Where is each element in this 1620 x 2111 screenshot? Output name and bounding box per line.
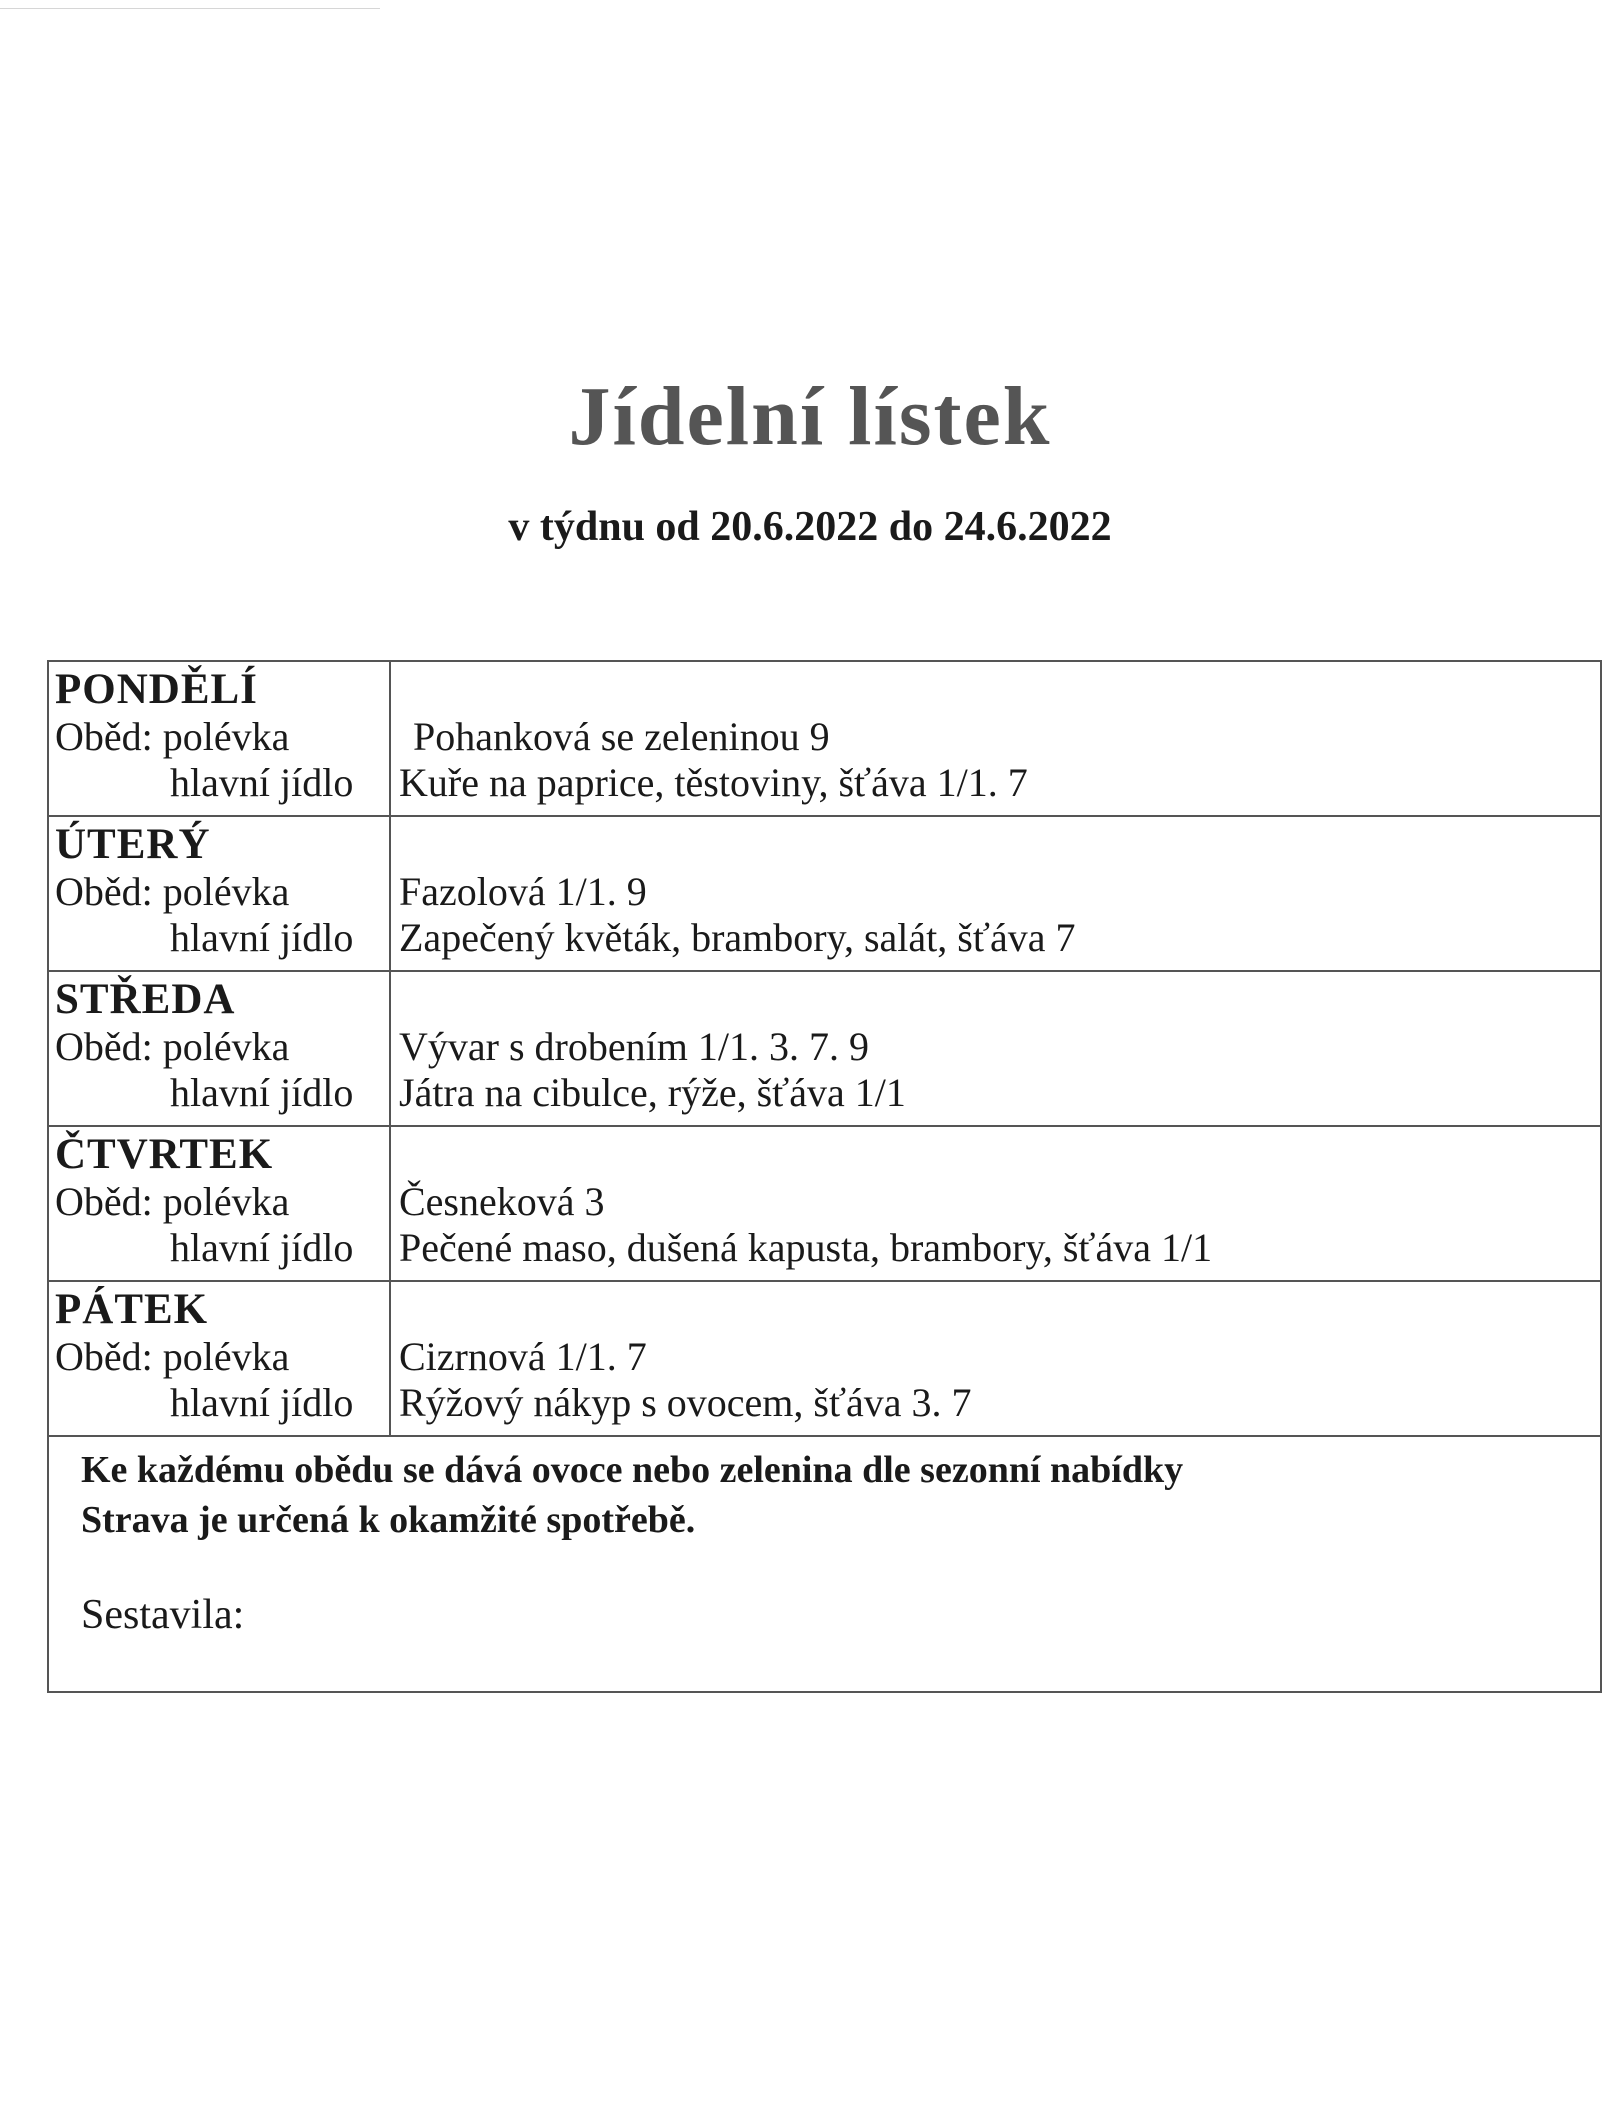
- footer-row: [48, 1436, 1601, 1692]
- soup-dish: Vývar s drobením 1/1. 3. 7. 9: [399, 1024, 869, 1069]
- footer-note-cell: [48, 1436, 1601, 1692]
- day-name: ÚTERÝ: [55, 821, 211, 868]
- day-row-wednesday: [48, 971, 1601, 1126]
- day-row-monday: [48, 661, 1601, 816]
- consumption-note: Strava je určená k okamžité spotřebě.: [81, 1499, 696, 1541]
- soup-label: Oběd: polévka: [55, 1024, 290, 1069]
- soup-label: Oběd: polévka: [55, 869, 290, 914]
- day-label-cell: [48, 971, 390, 1126]
- main-dish: Kuře na paprice, těstoviny, šťáva 1/1. 7: [399, 760, 1028, 805]
- soup-label: Oběd: polévka: [55, 1179, 290, 1224]
- soup-label: Oběd: polévka: [55, 714, 290, 759]
- main-dish-label: hlavní jídlo: [170, 1225, 354, 1270]
- dish-cell: [390, 1281, 1601, 1436]
- dish-cell: [390, 1126, 1601, 1281]
- main-dish: Játra na cibulce, rýže, šťáva 1/1: [399, 1070, 906, 1115]
- day-row-friday: [48, 1281, 1601, 1436]
- day-name: STŘEDA: [55, 976, 236, 1023]
- day-row-thursday: [48, 1126, 1601, 1281]
- dish-cell: [390, 816, 1601, 971]
- soup-label: Oběd: polévka: [55, 1334, 290, 1379]
- main-dish-label: hlavní jídlo: [170, 1070, 354, 1115]
- week-range: v týdnu od 20.6.2022 do 24.6.2022: [508, 504, 1112, 550]
- day-label-cell: [48, 816, 390, 971]
- day-row-tuesday: [48, 816, 1601, 971]
- day-label-cell: [48, 1281, 390, 1436]
- dish-cell: [390, 971, 1601, 1126]
- main-dish-label: hlavní jídlo: [170, 760, 354, 805]
- fruit-note: Ke každému obědu se dává ovoce nebo zelenina dle sezonní nabídky: [81, 1449, 1184, 1491]
- day-label-cell: [48, 661, 390, 816]
- soup-dish: Cizrnová 1/1. 7: [399, 1334, 647, 1379]
- day-name: PONDĚLÍ: [55, 666, 258, 713]
- soup-dish: Česneková 3: [399, 1179, 605, 1224]
- soup-dish: Pohanková se zeleninou 9: [413, 714, 830, 759]
- menu-table: [47, 660, 1602, 1693]
- day-name: PÁTEK: [55, 1286, 209, 1333]
- main-dish-label: hlavní jídlo: [170, 1380, 354, 1425]
- soup-dish: Fazolová 1/1. 9: [399, 869, 647, 914]
- main-dish: Pečené maso, dušená kapusta, brambory, šťáva 1/1: [399, 1225, 1213, 1270]
- day-label-cell: [48, 1126, 390, 1281]
- main-dish-label: hlavní jídlo: [170, 915, 354, 960]
- main-dish: Zapečený květák, brambory, salát, šťáva 7: [399, 915, 1076, 960]
- dish-cell: [390, 661, 1601, 816]
- scan-edge-line: [0, 8, 380, 9]
- main-dish: Rýžový nákyp s ovocem, šťáva 3. 7: [399, 1380, 972, 1425]
- day-name: ČTVRTEK: [55, 1131, 274, 1178]
- signature-label: Sestavila:: [81, 1592, 245, 1638]
- page-title: Jídelní lístek: [568, 370, 1052, 463]
